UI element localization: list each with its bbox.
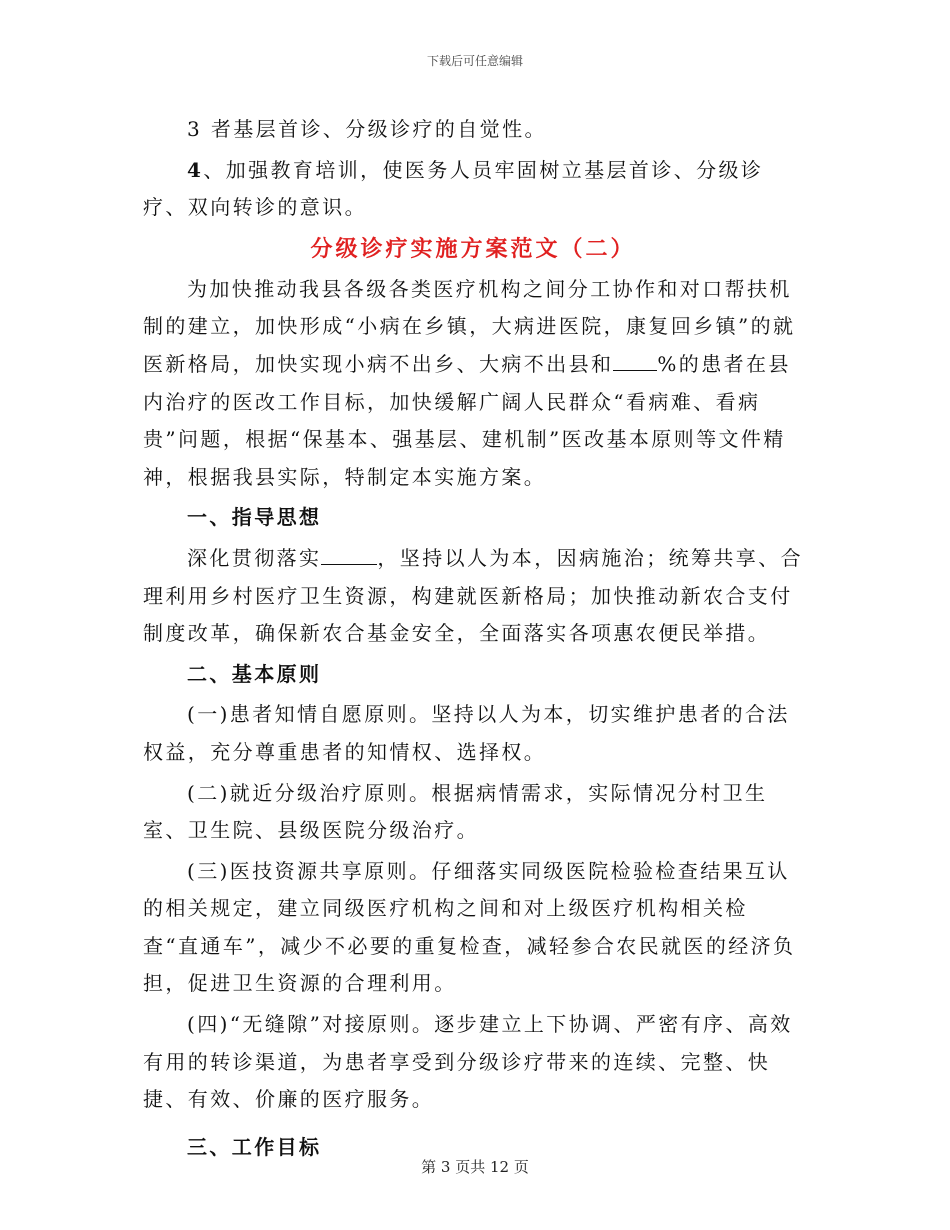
page-header: 下载后可任意编辑 (426, 54, 523, 68)
guiding-paragraph (143, 540, 803, 653)
heading-basic-principles: 二、基本原则 (187, 661, 322, 686)
intro-part-b: %的患者在县内治疗的医改工作目标，加快缓解广阔人民群众“看病难、看病贵”问题，根据“保基本、强基层、建机制”医改基本原则等文件精神，根据我县实际，特制定本实施方案。 (143, 351, 791, 489)
intro-part-a: 为加快推动我县各级各类医疗机构之间分工协作和对口帮扶机制的建立，加快形成“小病在乡镇，大病进医院，康复回乡镇”的就医新格局，加快实现小病不出乡、大病不出县和 (143, 276, 796, 376)
principle-2: (二)就近分级治疗原则。根据病情需求，实际情况分村卫生室、卫生院、县级医院分级治疗。 (143, 780, 768, 843)
item-4-number: 4 (187, 157, 204, 182)
principle-1: (一)患者知情自愿原则。坚持以人为本，切实维护患者的合法权益，充分尊重患者的知情权、选择权。 (143, 702, 790, 764)
guide-part-a: 深化贯彻落实 (187, 545, 322, 570)
item-4 (143, 152, 803, 227)
page-footer: 第 3 页共 12 页 (421, 1158, 529, 1176)
guide-part-b: ，坚持以人为本，因病施治；统筹共享、合理利用乡村医疗卫生资源，构建就医新格局；加快推动新农合支付制度改革，确保新农合基金安全，全面落实各项惠农便民举措。 (143, 545, 804, 646)
continued-line: 3 者基层首诊、分级诊疗的自觉性。 (187, 117, 547, 141)
intro-blank (613, 350, 657, 371)
principle-3: (三)医技资源共享原则。仔细落实同级医院检验检查结果互认的相关规定，建立同级医疗机构之间和对上级医疗机构相关检查“直通车”，减少不必要的重复检查，减轻参合农民就医的经济负担，促进卫生资源的合理利用。 (143, 858, 796, 996)
heading-work-goals: 三、工作目标 (187, 1134, 322, 1159)
section-title: 分级诊疗实施方案范文（二） (310, 235, 636, 262)
principle-4: (四)“无缝隙”对接原则。逐步建立上下协调、严密有序、高效有用的转诊渠道，为患者享受到分级诊疗带来的连续、完整、快捷、有效、价廉的医疗服务。 (143, 1012, 793, 1112)
guide-blank (321, 544, 377, 565)
document-body (143, 111, 803, 1166)
item-4-text: 、加强教育培训，使医务人员牢固树立基层首诊、分级诊疗、双向转诊的意识。 (143, 157, 764, 220)
intro-paragraph (143, 271, 803, 497)
heading-guiding-thought: 一、指导思想 (187, 505, 322, 530)
